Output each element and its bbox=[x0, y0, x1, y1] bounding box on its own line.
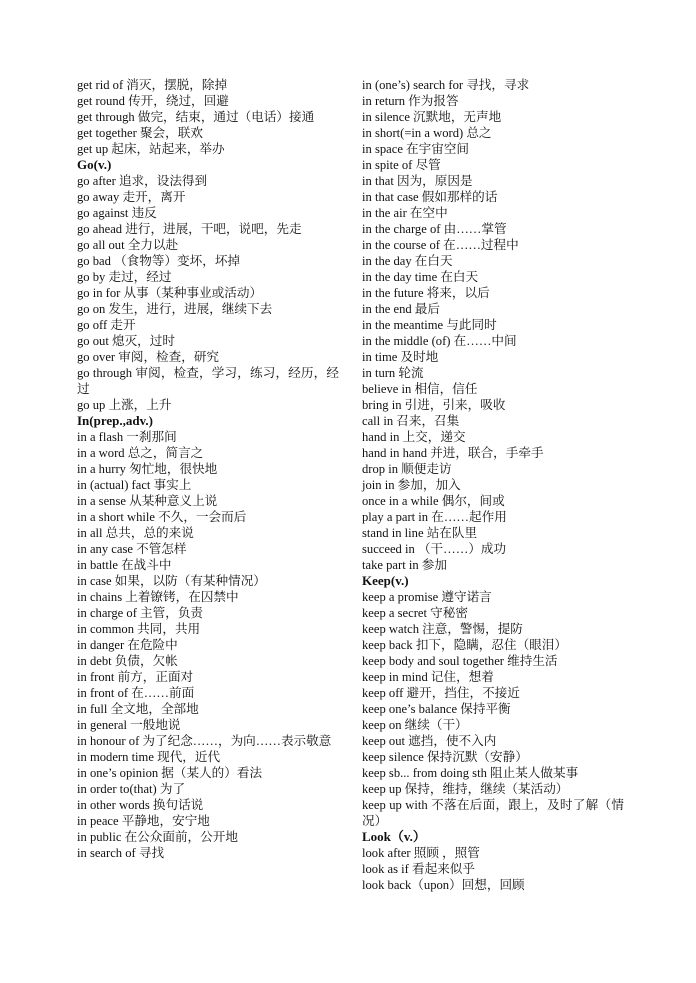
phrase-entry: call in 召来，召集 bbox=[362, 414, 460, 428]
phrase-entry: in front of 在……前面 bbox=[77, 686, 195, 700]
phrase-entry: in case 如果，以防（有某种情况） bbox=[77, 574, 266, 588]
phrase-entry: in (one’s) search for 寻找，寻求 bbox=[362, 78, 530, 92]
phrase-entry: drop in 顺便走访 bbox=[362, 462, 452, 476]
section-heading: Keep(v.) bbox=[362, 573, 409, 588]
phrase-entry: keep body and soul together 维持生活 bbox=[362, 654, 558, 668]
phrase-entry: go in for 从事（某种事业或活动） bbox=[77, 286, 263, 300]
phrase-entry: in the day time 在白天 bbox=[362, 270, 479, 284]
section-heading: Look（v.） bbox=[362, 829, 426, 844]
phrase-entry: in any case 不管怎样 bbox=[77, 542, 187, 556]
phrase-entry: in that case 假如那样的话 bbox=[362, 190, 498, 204]
phrase-entry: in a short while 不久，一会而后 bbox=[77, 510, 247, 524]
phrase-entry: in a hurry 匆忙地，很快地 bbox=[77, 462, 218, 476]
phrase-entry: in time 及时地 bbox=[362, 350, 439, 364]
phrase-entry: in the course of 在……过程中 bbox=[362, 238, 519, 252]
phrase-entry: in the middle (of) 在……中间 bbox=[362, 334, 517, 348]
phrase-entry: in all 总共，总的来说 bbox=[77, 526, 194, 540]
phrase-entry: go after 追求，设法得到 bbox=[77, 174, 208, 188]
phrase-entry: in a word 总之，简言之 bbox=[77, 446, 204, 460]
phrase-entry: keep watch 注意，警惕，提防 bbox=[362, 622, 523, 636]
phrase-entry: in other words 换句话说 bbox=[77, 798, 204, 812]
phrase-entry: get round 传开，绕过，回避 bbox=[77, 94, 229, 108]
phrase-entry: go off 走开 bbox=[77, 318, 136, 332]
phrase-entry: in the day 在白天 bbox=[362, 254, 453, 268]
phrase-entry: take part in 参加 bbox=[362, 558, 447, 572]
section-heading: Go(v.) bbox=[77, 157, 112, 172]
phrase-entry: in a flash 一刹那间 bbox=[77, 430, 177, 444]
phrase-entry: in peace 平静地，安宁地 bbox=[77, 814, 210, 828]
phrase-entry: in the meantime 与此同时 bbox=[362, 318, 497, 332]
phrase-entry: in common 共同，共用 bbox=[77, 622, 201, 636]
phrase-entry: in danger 在危险中 bbox=[77, 638, 178, 652]
phrase-entry: succeed in （干……）成功 bbox=[362, 542, 507, 556]
phrase-entry: in search of 寻找 bbox=[77, 846, 165, 860]
phrase-entry: go out 熄灭，过时 bbox=[77, 334, 175, 348]
phrase-entry: in full 全文地，全部地 bbox=[77, 702, 199, 716]
phrase-entry: look after 照顾 ，照管 bbox=[362, 846, 480, 860]
phrase-entry: believe in 相信，信任 bbox=[362, 382, 478, 396]
phrase-entry: go up 上涨，上升 bbox=[77, 398, 172, 412]
phrase-entry: in turn 轮流 bbox=[362, 366, 424, 380]
phrase-entry: go by 走过，经过 bbox=[77, 270, 172, 284]
phrase-entry: join in 参加，加入 bbox=[362, 478, 461, 492]
phrase-entry: look as if 看起来似乎 bbox=[362, 862, 475, 876]
phrase-entry: once in a while 偶尔，间或 bbox=[362, 494, 505, 508]
phrase-entry: play a part in 在……起作用 bbox=[362, 510, 507, 524]
phrase-entry: go away 走开，离开 bbox=[77, 190, 186, 204]
phrase-entry: in the end 最后 bbox=[362, 302, 440, 316]
phrase-entry: look back（upon）回想，回顾 bbox=[362, 878, 525, 892]
phrase-entry: keep back 扣下，隐瞒，忍住（眼泪） bbox=[362, 638, 567, 652]
phrase-entry: in short(=in a word) 总之 bbox=[362, 126, 492, 140]
phrase-entry: in space 在宇宙空间 bbox=[362, 142, 470, 156]
phrase-entry: stand in line 站在队里 bbox=[362, 526, 478, 540]
phrase-entry: in a sense 从某种意义上说 bbox=[77, 494, 218, 508]
phrase-entry: in that 因为，原因是 bbox=[362, 174, 473, 188]
phrase-entry: in honour of 为了纪念……，为向……表示敬意 bbox=[77, 734, 332, 748]
phrase-entry: go ahead 进行，进展，干吧，说吧，先走 bbox=[77, 222, 302, 236]
phrase-entry: keep up with 不落在后面，跟上，及时了解（情况） bbox=[362, 798, 624, 828]
phrase-entry: keep one’s balance 保持平衡 bbox=[362, 702, 511, 716]
phrase-entry: go against 违反 bbox=[77, 206, 157, 220]
phrase-entry: in return 作为报答 bbox=[362, 94, 459, 108]
phrase-entry: go through 审阅，检查，学习，练习，经历，经过 bbox=[77, 366, 339, 396]
right-column bbox=[362, 77, 624, 893]
phrase-entry: keep a secret 守秘密 bbox=[362, 606, 468, 620]
phrase-entry: keep in mind 记住，想着 bbox=[362, 670, 494, 684]
phrase-entry: keep up 保持，维持，继续（某活动） bbox=[362, 782, 569, 796]
section-heading: In(prep.,adv.) bbox=[77, 413, 153, 428]
phrase-entry: go all out 全力以赴 bbox=[77, 238, 179, 252]
phrase-entry: in public 在公众面前，公开地 bbox=[77, 830, 238, 844]
phrase-entry: in charge of 主管，负责 bbox=[77, 606, 204, 620]
phrase-entry: bring in 引进，引来，吸收 bbox=[362, 398, 506, 412]
phrase-entry: go over 审阅，检查，研究 bbox=[77, 350, 220, 364]
phrase-entry: keep a promise 遵守诺言 bbox=[362, 590, 492, 604]
phrase-entry: keep silence 保持沉默（安静） bbox=[362, 750, 528, 764]
phrase-entry: in the future 将来，以后 bbox=[362, 286, 490, 300]
phrase-entry: get together 聚会，联欢 bbox=[77, 126, 203, 140]
phrase-entry: in general 一般地说 bbox=[77, 718, 181, 732]
phrase-entry: in battle 在战斗中 bbox=[77, 558, 172, 572]
phrase-entry: in (actual) fact 事实上 bbox=[77, 478, 192, 492]
phrase-entry: keep out 遮挡，使不入内 bbox=[362, 734, 497, 748]
phrase-entry: in order to(that) 为了 bbox=[77, 782, 186, 796]
phrase-entry: get up 起床，站起来，举办 bbox=[77, 142, 225, 156]
phrase-entry: get rid of 消灭，摆脱，除掉 bbox=[77, 78, 228, 92]
phrase-entry: in debt 负债，欠帐 bbox=[77, 654, 178, 668]
phrase-entry: in front 前方，正面对 bbox=[77, 670, 194, 684]
phrase-entry: in one’s opinion 据（某人的）看法 bbox=[77, 766, 263, 780]
phrase-entry: in chains 上着镣铐，在囚禁中 bbox=[77, 590, 239, 604]
phrase-entry: hand in hand 并进，联合，手牵手 bbox=[362, 446, 544, 460]
phrase-entry: hand in 上交，递交 bbox=[362, 430, 466, 444]
phrase-entry: go on 发生，进行，进展，继续下去 bbox=[77, 302, 273, 316]
phrase-entry: keep on 继续（干） bbox=[362, 718, 468, 732]
phrase-entry: in the charge of 由……掌管 bbox=[362, 222, 507, 236]
phrase-entry: keep sb... from doing sth 阻止某人做某事 bbox=[362, 766, 579, 780]
phrase-entry: in modern time 现代，近代 bbox=[77, 750, 221, 764]
phrase-entry: in the air 在空中 bbox=[362, 206, 448, 220]
phrase-entry: get through 做完，结束，通过（电话）接通 bbox=[77, 110, 315, 124]
phrase-entry: in spite of 尽管 bbox=[362, 158, 441, 172]
phrase-entry: go bad （食物等）变坏，坏掉 bbox=[77, 254, 241, 268]
left-column bbox=[77, 77, 339, 861]
phrase-entry: in silence 沉默地，无声地 bbox=[362, 110, 502, 124]
phrase-entry: keep off 避开，挡住，不接近 bbox=[362, 686, 520, 700]
